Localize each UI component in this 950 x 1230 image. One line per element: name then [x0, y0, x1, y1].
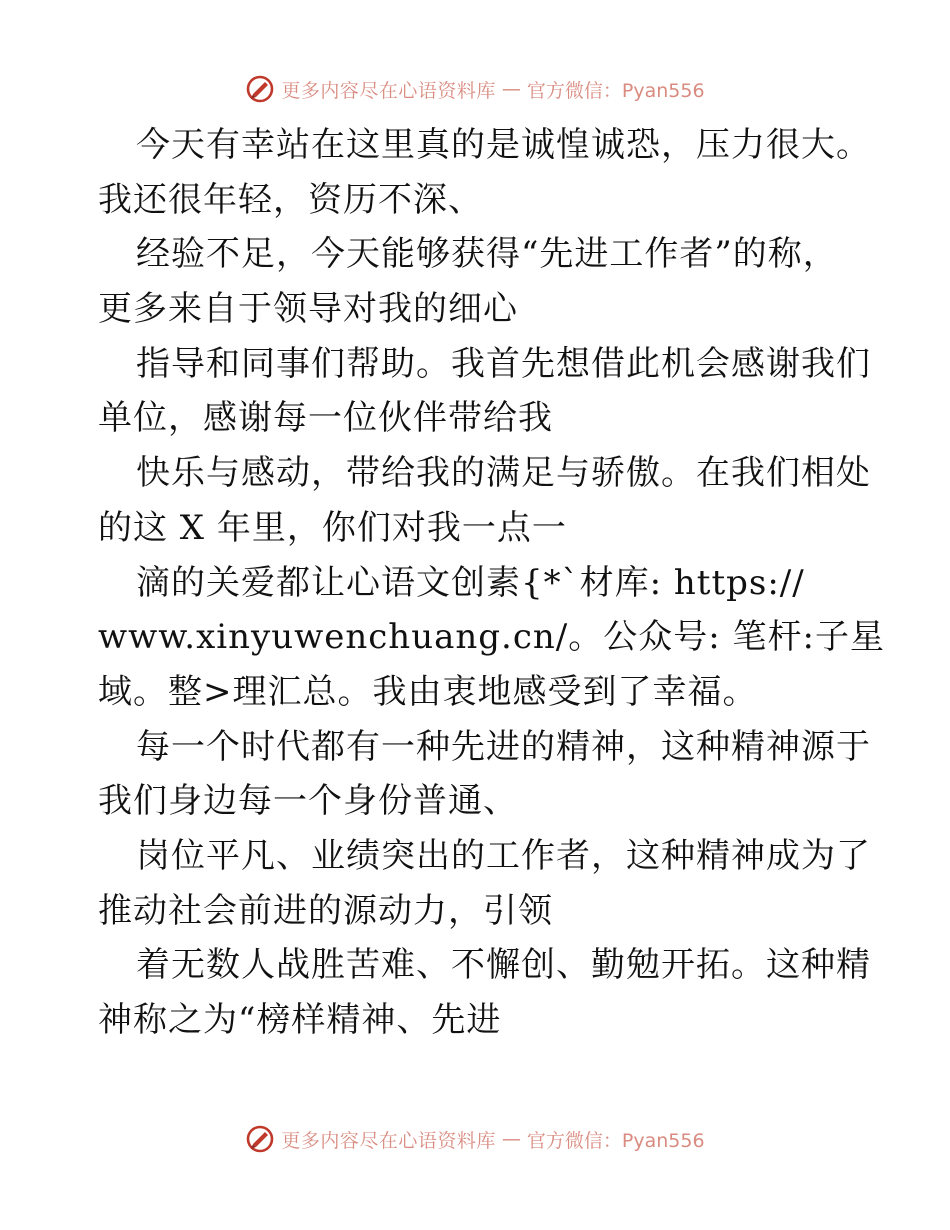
body-line: 每一个时代都有一种先进的精神，这种精神源于 [136, 726, 871, 767]
body-line: 我们身边每一个身份普通、 [98, 781, 518, 822]
body-line: 我还很年轻，资历不深、 [98, 179, 483, 220]
body-line: 域。整>理汇总。我由衷地感受到了幸福。 [98, 671, 758, 712]
pen-logo-icon [245, 1124, 275, 1154]
body-line: 今天有幸站在这里真的是诚惶诚恐，压力很大。 [136, 125, 871, 165]
header-banner-text: 更多内容尽在心语资料库 [281, 79, 496, 102]
body-line: 神称之为“榜样精神、先进 [98, 1000, 502, 1040]
document-body [98, 118, 885, 1048]
body-line: www.xinyuwenchuang.cn/。公众号: 笔杆:子星 [98, 617, 885, 658]
footer-separator: — [501, 1128, 521, 1150]
body-line: 更多来自于领导对我的细心 [98, 289, 518, 330]
pen-logo-icon [245, 74, 275, 104]
body-line: 着无数人战胜苦难、不懈创、勤勉开拓。这种精 [136, 945, 871, 986]
body-line: 的这 X 年里，你们对我一点一 [98, 507, 567, 548]
footer-banner-text: 更多内容尽在心语资料库 [281, 1129, 496, 1152]
footer-contact: 官方微信：Pyan556 [526, 1129, 705, 1152]
body-line: 滴的关爱都让心语文创素{*`材库: https:// [136, 562, 805, 603]
body-line: 指导和同事们帮助。我首先想借此机会感谢我们 [136, 343, 871, 384]
body-line: 快乐与感动，带给我的满足与骄傲。在我们相处 [136, 453, 871, 494]
header-separator: — [501, 78, 521, 100]
body-line: 岗位平凡、业绩突出的工作者，这种精神成为了 [136, 835, 871, 876]
header-banner [0, 72, 950, 106]
header-contact: 官方微信：Pyan556 [526, 79, 705, 102]
body-line: 单位，感谢每一位伙伴带给我 [98, 398, 553, 439]
body-line: 经验不足，今天能够获得“先进工作者”的称， [136, 234, 838, 275]
footer-banner [0, 1122, 950, 1156]
body-line: 推动社会前进的源动力，引领 [98, 890, 553, 931]
